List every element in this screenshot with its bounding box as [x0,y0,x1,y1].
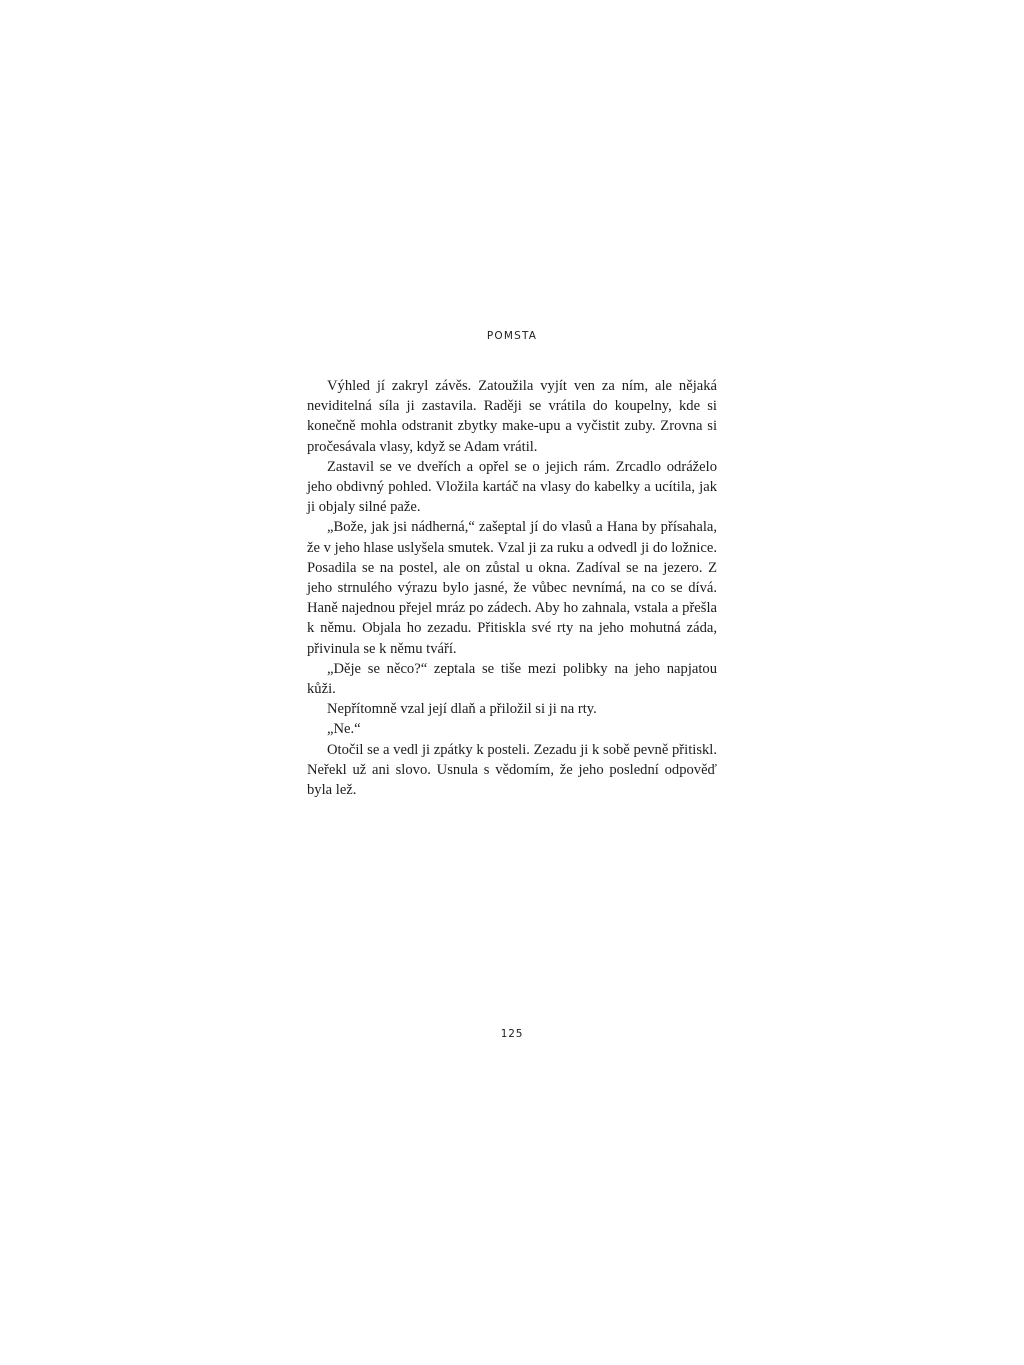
running-head: POMSTA [486,330,538,342]
paragraph-4: „Děje se něco?“ zeptala se tiše mezi polibky na jeho napjatou kůži. [307,660,717,698]
page-number: 125 [500,1028,524,1040]
paragraph-3: „Bože, jak jsi nádherná,“ zašeptal jí do vlasů a Hana by přísahala, že v jeho hlase uslyšela smutek. Vzal ji za ruku a odvedl ji do ložnice. Posadila se na postel, ale on zůstal u okna. Zadíval se na jezero. Z jeho strnulého výrazu bylo jasné, že vůbec nevnímá, na co se dívá. Haně najednou přejel mráz po zádech. Aby ho zahnala, vstala a přešla k němu. Objala ho zezadu. Přitiskla své rty na jeho mohutná záda, přivinula se k němu tváří. [307,519,717,657]
body-text [307,376,717,800]
paragraph-6: „Ne.“ [327,721,361,738]
paragraph-2: Zastavil se ve dveřích a opřel se o jejich rám. Zrcadlo odráželo jeho obdivný pohled. Vložila kartáč na vlasy do kabelky a ucítila, jak ji objaly silné paže. [307,458,717,516]
paragraph-7: Otočil se a vedl ji zpátky k posteli. Zezadu ji k sobě pevně přitiskl. Neřekl už ani slovo. Usnula s vědomím, že jeho poslední odpověď byla lež. [307,741,717,799]
paragraph-5: Nepřítomně vzal její dlaň a přiložil si ji na rty. [327,701,597,718]
paragraph-1: Výhled jí zakryl závěs. Zatoužila vyjít ven za ním, ale nějaká neviditelná síla ji zastavila. Raději se vrátila do koupelny, kde si konečně mohla odstranit zbytky make-upu a vyčistit zuby. Zrovna si pročesávala vlasy, když se Adam vrátil. [307,378,717,455]
